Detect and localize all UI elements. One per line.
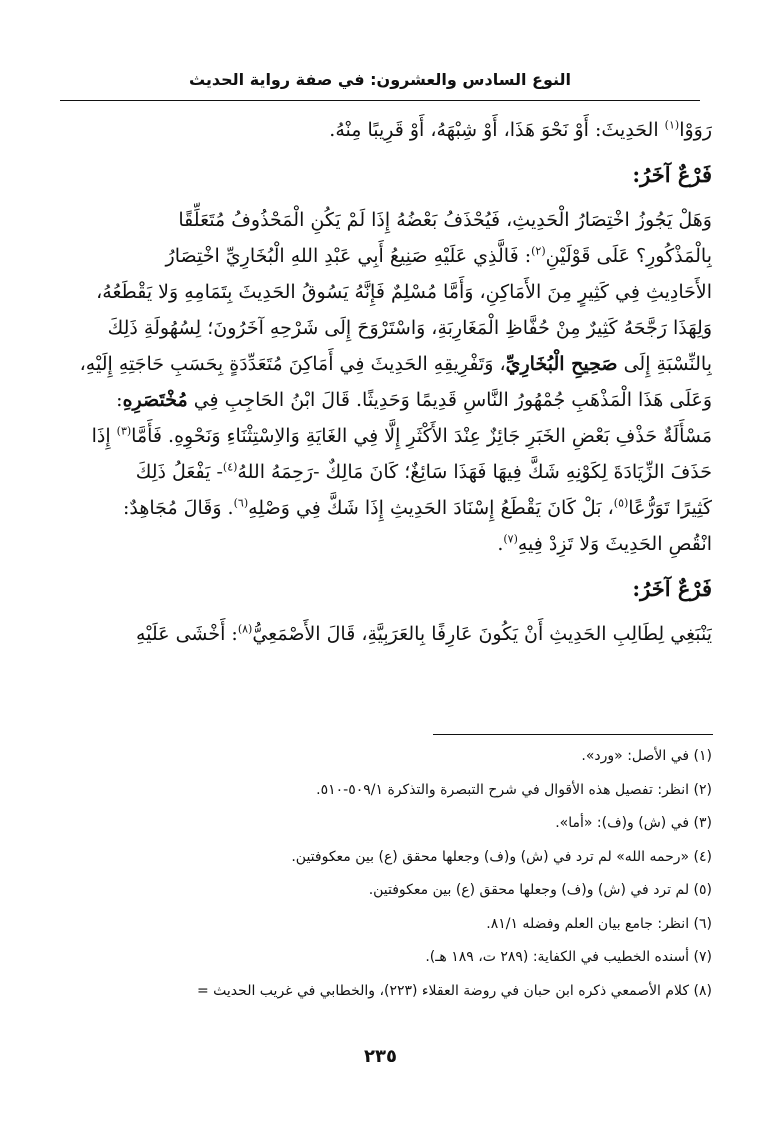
footnotes — [48, 740, 712, 1008]
footnote-ref: (٥) — [613, 496, 629, 510]
text-line-11: انْقُصِ الحَدِيثَ وَلا تَزِدْ فِيهِ$^{(٧)}$. — [497, 532, 712, 555]
section-title: فَرْعٌ آخَرُ: — [632, 576, 712, 601]
footnote-item: (٧) أسنده الخطيب في الكفاية: (٢٨٩ ت، ١٨٩ هـ). — [425, 949, 712, 965]
footnote-item: (٨) كلام الأصمعي ذكره ابن حبان في روضة العقلاء (٢٢٣)، والخطابي في غريب الحديث = — [196, 982, 712, 999]
footnote-ref: (٢) — [531, 244, 546, 258]
book-title: مُخْتَصَرِهِ — [122, 389, 188, 411]
footnote-item: (٢) انظر: تفصيل هذه الأقوال في شرح التبصرة والتذكرة ٥٠٩/١-٥١٠. — [316, 781, 712, 798]
footnote-item: (١) في الأصل: «ورد». — [581, 748, 712, 764]
running-header: النوع السادس والعشرون: في صفة رواية الحديث — [188, 70, 572, 89]
text-line-1: رَوَوْا$^{(١)}$ الحَدِيثَ: أَوْ نَحْوَ هَذَا، أَوْ شِبْهَهُ، أَوْ قَرِيبًا مِنْهُ. — [329, 118, 712, 141]
footnote-ref: (٤) — [222, 460, 238, 474]
text-line-12: يَنْبَغِي لِطَالِبِ الحَدِيثِ أَنْ يَكُونَ عَارِفًا بِالعَرَبِيَّةِ، قَالَ الأَصْمَعِيُّ$^{(٨)}$: أَخْشَى عَلَيْهِ — [135, 622, 712, 645]
main-text — [48, 112, 712, 652]
book-title: صَحِيحِ الْبُخَارِيِّ — [505, 353, 618, 375]
page-number: ٢٣٥ — [364, 1046, 397, 1067]
footnote-ref: (١) — [664, 118, 680, 132]
text-line-7: وَعَلَى هَذَا الْمَذْهَبِ جُمْهُورُ النَّاسِ قَدِيمًا وَحَدِيثًا. قَالَ ابْنُ الحَاجِبِ فِي مُخْتَصَرِهِ: — [116, 389, 712, 411]
text-line-3: بِالْمَذْكُورِ؟ عَلَى قَوْلَيْنِ$^{(٢)}$: فَالَّذِي عَلَيْهِ صَنِيعُ أَبِي عَبْدِ اللهِ الْبُخَارِيِّ اخْتِصَارُ — [165, 244, 712, 267]
text-line-6: بِالنِّسْبَةِ إِلَى صَحِيحِ الْبُخَارِيِّ، وَتَفْرِيقِهِ الحَدِيثَ فِي أَمَاكِنَ مُتَعَدِّدَةٍ بِحَسَبِ حَاجَتِهِ إِلَيْهِ، — [79, 353, 712, 375]
text-line-10: كَثِيرًا تَوَرُّعًا$^{(٥)}$، بَلْ كَانَ يَقْطَعُ إِسْنَادَ الحَدِيثِ إِذَا شَكَّ فِي وَصْلِهِ$^{(٦)}$. وَقَالَ مُجَاهِدٌ: — [123, 496, 712, 519]
footnote-item: (٦) انظر: جامع بيان العلم وفضله ٨١/١. — [486, 915, 712, 932]
footnote-ref: (٦) — [233, 496, 249, 510]
footnote-rule — [433, 734, 713, 735]
text-line-2: وَهَلْ يَجُوزُ اخْتِصَارُ الْحَدِيثِ، فَيُحْذَفُ بَعْضُهُ إِذَا لَمْ يَكُنِ الْمَحْذُوفُ مُتَعَلِّقًا — [178, 209, 712, 231]
section-title: فَرْعٌ آخَرُ: — [632, 162, 712, 187]
footnote-ref: (٣) — [116, 424, 132, 438]
text-line-4: الأَحَادِيثِ فِي كَثِيرٍ مِنَ الأَمَاكِنِ، وَأَمَّا مُسْلِمٌ فَإِنَّهُ يَسُوقُ الحَدِيثَ بِتَمَامِهِ وَلا يَقْطَعُهُ، — [96, 281, 712, 303]
footnote-item: (٥) لم ترد في (ش) و(ف) وجعلها محقق (ع) بين معكوفتين. — [368, 882, 712, 898]
footnote-ref: (٧) — [503, 532, 518, 546]
text-line-5: وَلِهَذَا رَجَّحَهُ كَثِيرٌ مِنْ حُفَّاظِ الْمَغَارِبَةِ، وَاسْتَرْوَحَ إِلَى شَرْحِهِ آخَرُونَ؛ لِسُهُولَةِ ذَلِكَ — [107, 317, 712, 339]
footnote-ref: (٨) — [237, 622, 253, 636]
header-rule — [60, 100, 700, 101]
text-line-9: حَذَفَ الزِّيَادَةَ لِكَوْنِهِ شَكَّ فِيهَا فَهَذَا سَائِغٌ؛ كَانَ مَالِكٌ -رَحِمَهُ اللهُ$^{(٤)}$- يَفْعَلُ ذَلِكَ — [135, 460, 712, 483]
footnote-item: (٣) في (ش) و(ف): «أما». — [555, 815, 712, 831]
footnote-item: (٤) «رحمه الله» لم ترد في (ش) و(ف) وجعلها محقق (ع) بين معكوفتين. — [291, 848, 712, 865]
text-line-8: مَسْأَلَةٌ حَذْفِ بَعْضِ الخَبَرِ جَائِزٌ عِنْدَ الأَكْثَرِ إِلَّا فِي الغَايَةِ وَالاِسْتِثْنَاءِ وَنَحْوِهِ. فَأَمَّا$^{(٣)}$ إِذَا — [91, 424, 712, 447]
